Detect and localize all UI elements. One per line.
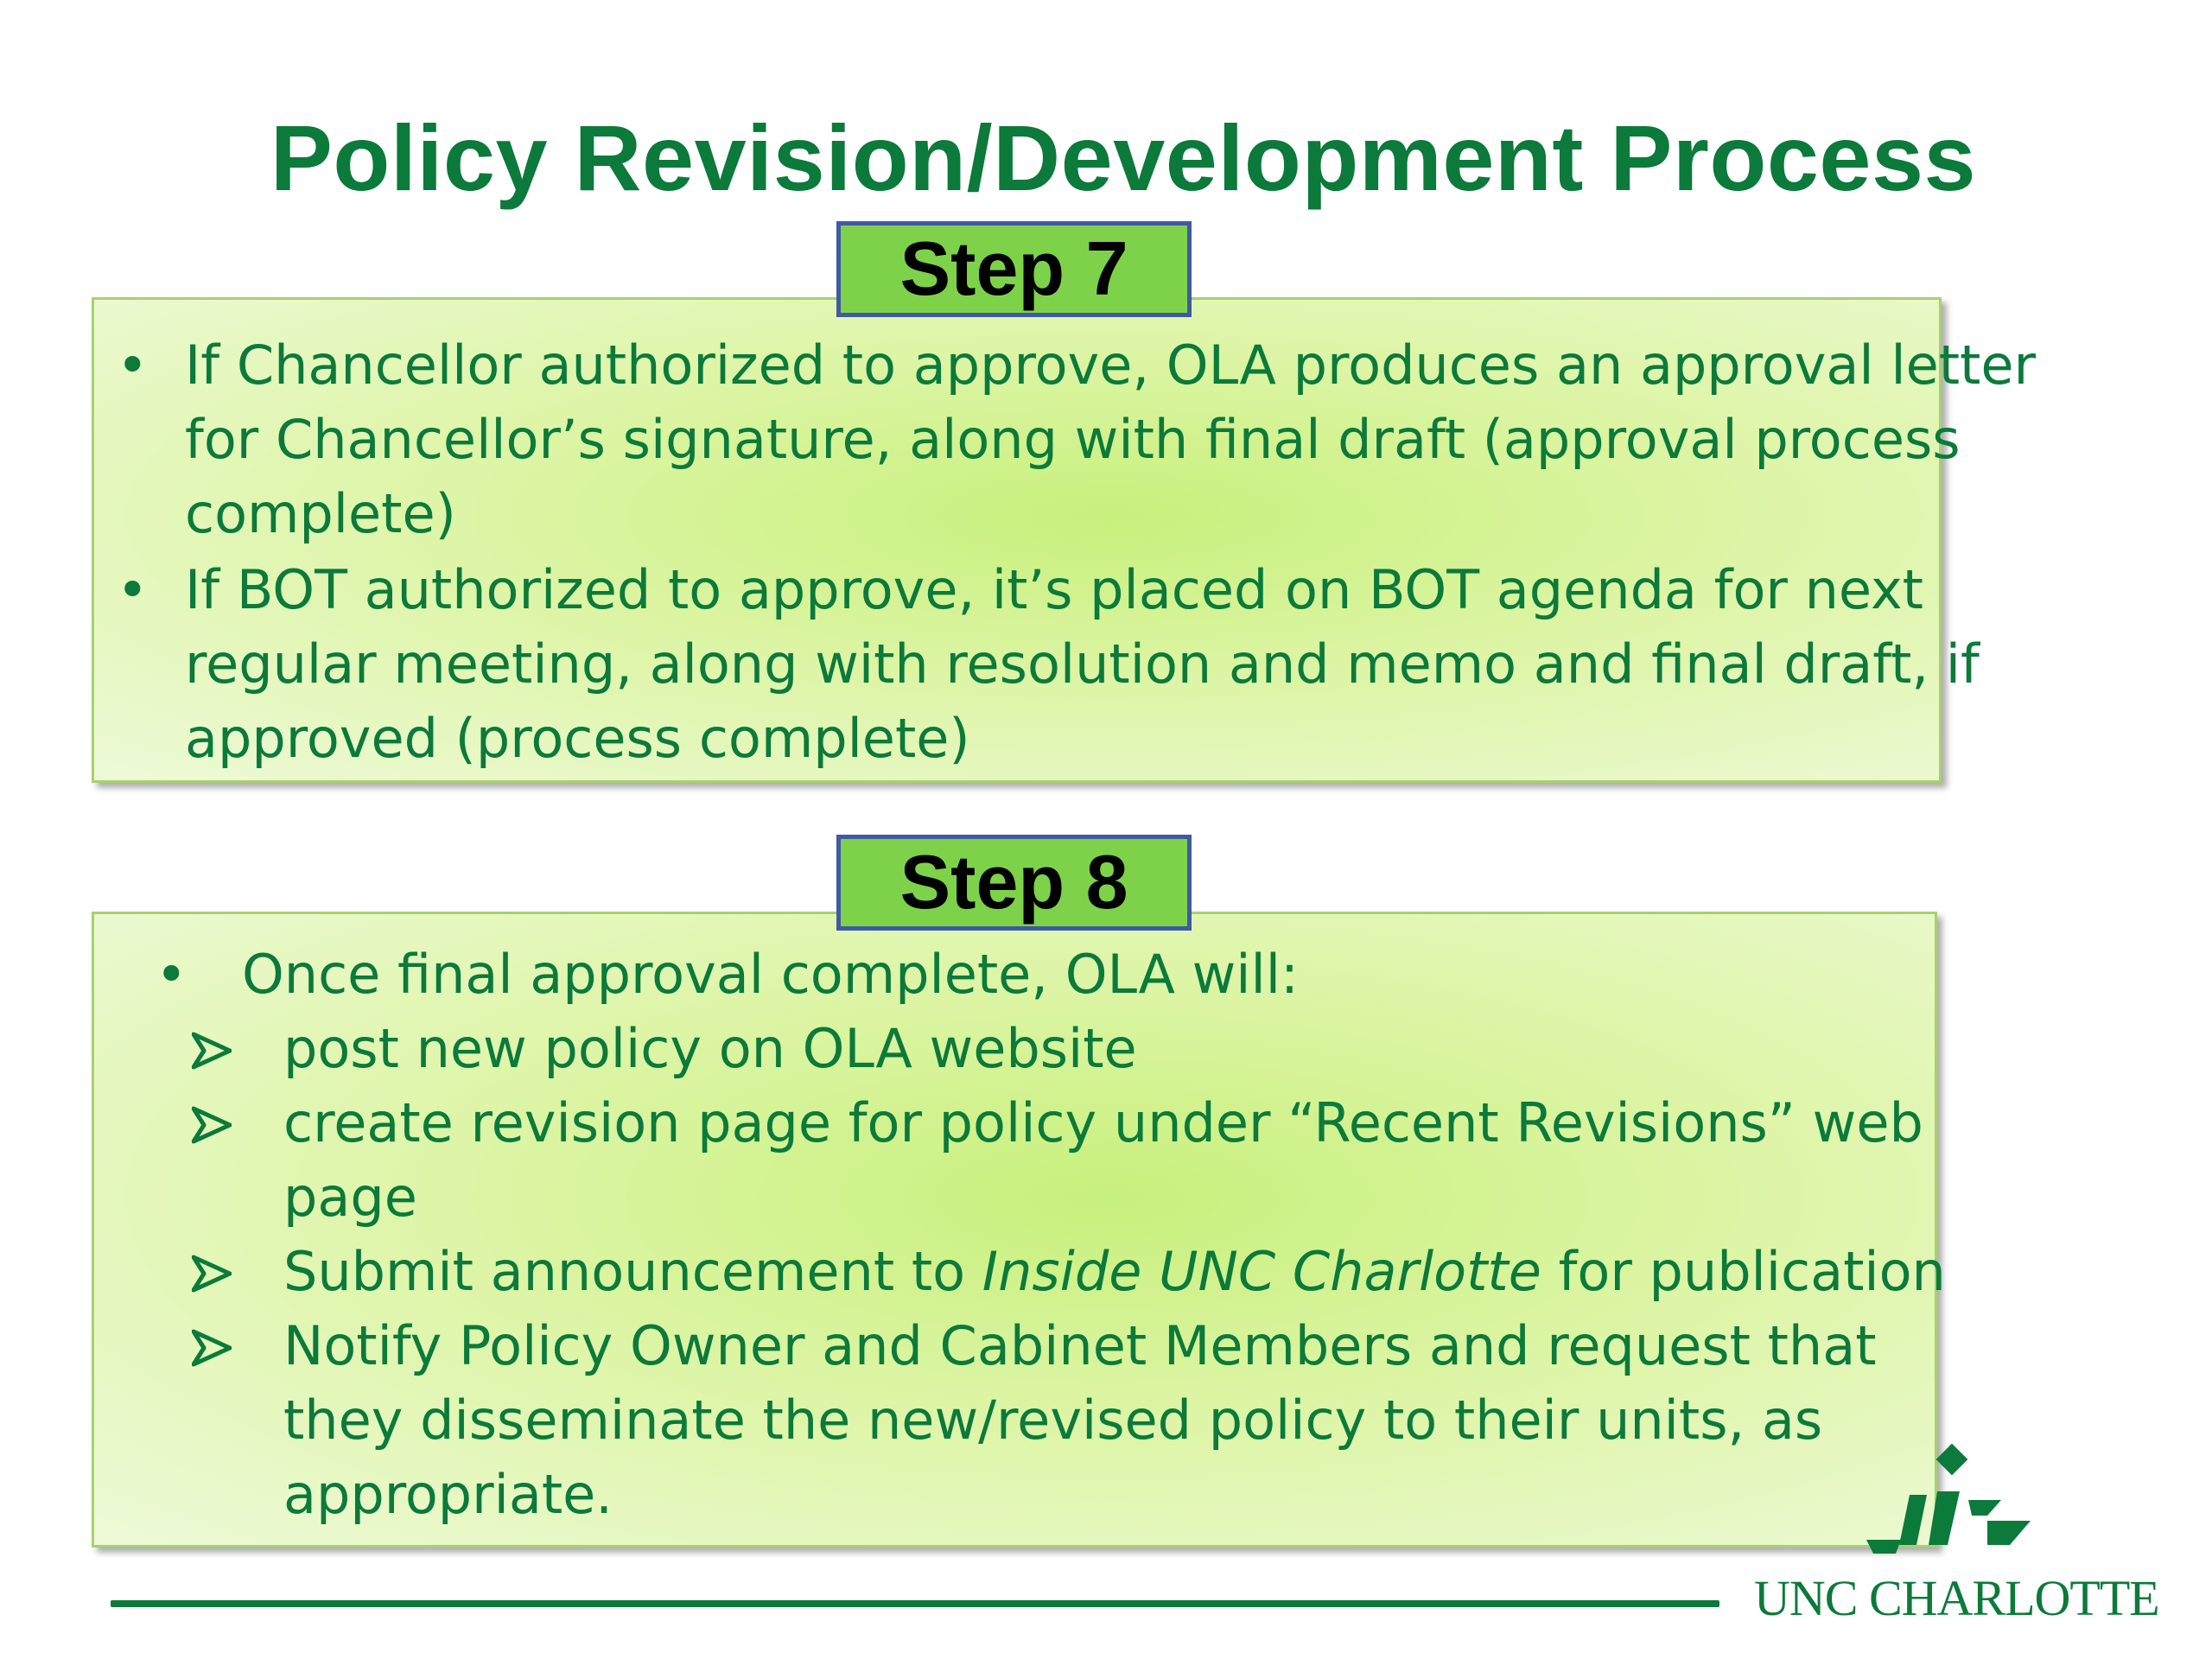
page-title: Policy Revision/Development Process: [270, 105, 1977, 210]
step7-bullet-1: [185, 328, 2036, 551]
step8-item-1-line-1: post new policy on OLA website: [283, 1017, 1137, 1080]
step8-item-4-line-2: they disseminate the new/revised policy to their units, as: [283, 1389, 1823, 1452]
step8-item-4-line-3: appropriate.: [283, 1463, 613, 1526]
step7-badge: Step 7: [836, 221, 1192, 317]
unc-charlotte-logo-icon: [1858, 1443, 2056, 1568]
step7-bullet-2: [185, 553, 1980, 776]
step8-item-4-line-1: Notify Policy Owner and Cabinet Members and request that: [283, 1314, 1877, 1377]
step7-bullet-1-line-1: If Chancellor authorized to approve, OLA produces an approval letter: [185, 334, 2036, 397]
step8-badge: Step 8: [836, 835, 1192, 931]
bullet-dot-icon: •: [117, 558, 149, 621]
step8-item-3: [283, 1235, 1946, 1309]
bullet-dot-icon: •: [156, 943, 188, 1006]
step7-bullet-1-line-2: for Chancellor’s signature, along with final draft (approval process: [185, 408, 1961, 471]
step8-item-4: [283, 1309, 1877, 1532]
step7-bullet-1-line-3: complete): [185, 482, 456, 545]
arrow-bullet-icon: [192, 1031, 232, 1071]
footer-divider: [111, 1600, 1719, 1607]
step8-item-2-line-2: page: [283, 1166, 417, 1229]
step7-bullet-2-line-3: approved (process complete): [185, 707, 970, 770]
step8-item-3-before: Submit announcement to: [283, 1240, 982, 1303]
step8-item-3-after: for publication: [1541, 1240, 1946, 1303]
step8-item-2: [283, 1086, 1923, 1235]
step7-bullet-2-line-2: regular meeting, along with resolution and memo and final draft, if: [185, 632, 1980, 696]
step8-item-1: [283, 1012, 1137, 1086]
step7-bullet-2-line-1: If BOT authorized to approve, it’s placed on BOT agenda for next: [185, 558, 1923, 621]
arrow-bullet-icon: [192, 1328, 232, 1368]
step8-item-2-line-1: create revision page for policy under “Recent Revisions” web: [283, 1091, 1923, 1154]
step8-intro: Once final approval complete, OLA will:: [242, 943, 1299, 1006]
arrow-bullet-icon: [192, 1254, 232, 1294]
bullet-dot-icon: •: [117, 334, 149, 397]
arrow-bullet-icon: [192, 1105, 232, 1145]
publication-name: Inside UNC Charlotte: [982, 1240, 1541, 1303]
unc-charlotte-logo-text: UNC CHARLOTTE: [1754, 1570, 2159, 1626]
